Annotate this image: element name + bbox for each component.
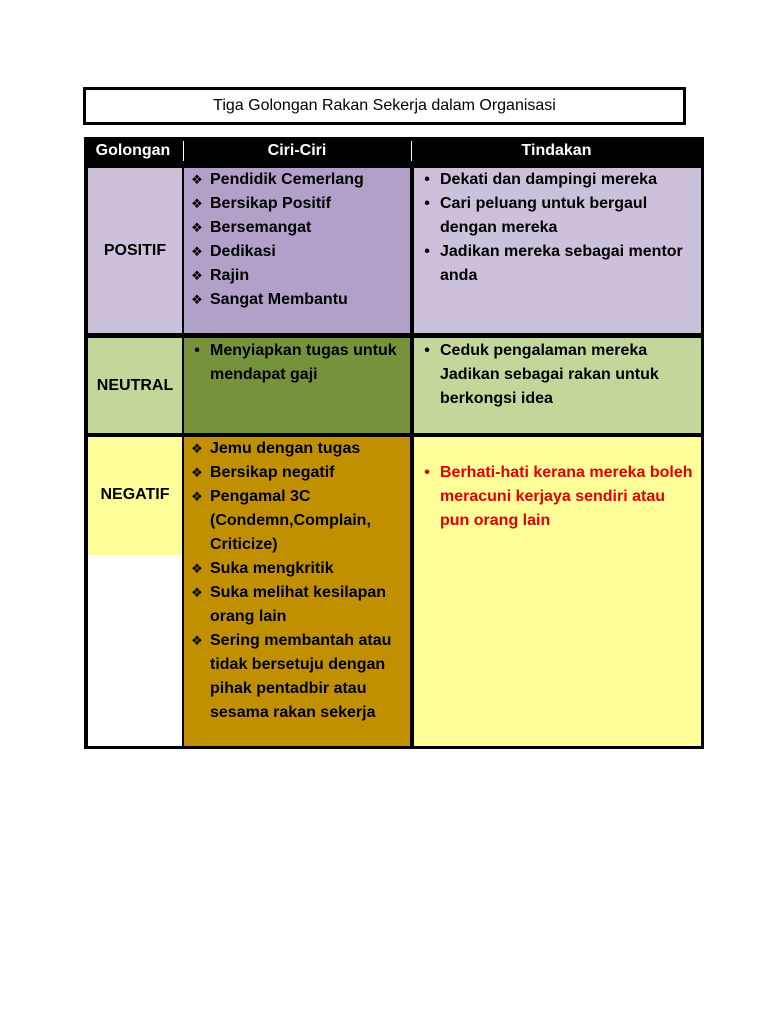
list-item: • Ceduk pengalaman mereka	[414, 339, 693, 363]
list-item: ❖ Pendidik Cemerlang	[184, 168, 410, 192]
bullet-dot-icon: •	[424, 243, 430, 260]
diamond-bullet-icon: ❖	[191, 268, 203, 283]
neutral-ciri-list	[184, 339, 404, 387]
golongan-table	[84, 137, 704, 749]
list-item: • Berhati-hati kerana mereka boleh meracuni kerjaya sendiri atau pun orang lain	[414, 461, 693, 533]
list-item: ❖ Jemu dengan tugas	[184, 437, 406, 461]
list-item: ❖ Rajin	[184, 264, 410, 288]
list-item: ❖ Bersikap Positif	[184, 192, 410, 216]
row-positif-ciri	[184, 168, 410, 333]
row-neutral-label	[88, 338, 182, 433]
list-item: • Menyiapkan tugas untuk mendapat gaji	[184, 339, 404, 387]
list-item: • Cari peluang untuk bergaul dengan mereka	[414, 192, 693, 240]
diamond-bullet-icon: ❖	[191, 220, 203, 235]
neutral-tindakan-extra: Jadikan sebagai rakan untuk berkongsi idea	[440, 366, 659, 407]
diamond-bullet-icon: ❖	[191, 633, 203, 648]
row-negatif-label	[88, 437, 182, 555]
list-item: • Jadikan mereka sebagai mentor anda	[414, 240, 693, 288]
diamond-bullet-icon: ❖	[191, 172, 203, 187]
diamond-bullet-icon: ❖	[191, 292, 203, 307]
row-negatif-tindakan	[414, 437, 701, 746]
bullet-dot-icon: •	[194, 342, 200, 359]
row-positif-tindakan	[414, 168, 701, 333]
bullet-dot-icon: •	[424, 171, 430, 188]
header-tindakan: Tindakan	[521, 142, 592, 159]
list-item: ❖ Suka mengkritik	[184, 557, 406, 581]
positif-tindakan-list	[414, 168, 693, 288]
negatif-tindakan-list	[414, 461, 693, 533]
list-item: ❖ Sangat Membantu	[184, 288, 410, 312]
diamond-bullet-icon: ❖	[191, 465, 203, 480]
diamond-bullet-icon: ❖	[191, 244, 203, 259]
diamond-bullet-icon: ❖	[191, 561, 203, 576]
row-positif-label	[88, 168, 182, 333]
diamond-bullet-icon: ❖	[191, 585, 203, 600]
list-item: ❖ Bersikap negatif	[184, 461, 406, 485]
bullet-dot-icon: •	[424, 342, 430, 359]
diamond-bullet-icon: ❖	[191, 489, 203, 504]
document-title: Tiga Golongan Rakan Sekerja dalam Organisasi	[83, 87, 686, 125]
positif-label-text: POSITIF	[103, 241, 167, 259]
positif-ciri-list	[184, 168, 410, 312]
neutral-tindakan-list	[414, 339, 693, 363]
negatif-ciri-list	[184, 437, 406, 725]
row-negatif-ciri	[184, 437, 410, 746]
list-item: • Dekati dan dampingi mereka	[414, 168, 693, 192]
bullet-dot-icon: •	[424, 464, 430, 481]
list-item: ❖ Dedikasi	[184, 240, 410, 264]
header-ciri: Ciri-Ciri	[267, 142, 327, 159]
diamond-bullet-icon: ❖	[191, 441, 203, 456]
neutral-label-text: NEUTRAL	[96, 376, 174, 394]
list-item: ❖ Suka melihat kesilapan orang lain	[184, 581, 406, 629]
negatif-label-text: NEGATIF	[100, 486, 170, 503]
bullet-dot-icon: •	[424, 195, 430, 212]
row-neutral-tindakan	[414, 338, 701, 433]
list-item: ❖ Sering membantah atau tidak bersetuju dengan pihak pentadbir atau sesama rakan sekerja	[184, 629, 406, 725]
header-golongan: Golongan	[95, 142, 171, 159]
diamond-bullet-icon: ❖	[191, 196, 203, 211]
row-neutral-ciri	[184, 338, 410, 433]
list-item: ❖ Bersemangat	[184, 216, 410, 240]
negatif-label-blank	[88, 555, 182, 746]
list-item: ❖ Pengamal 3C (Condemn,Complain, Criticize)	[184, 485, 406, 557]
